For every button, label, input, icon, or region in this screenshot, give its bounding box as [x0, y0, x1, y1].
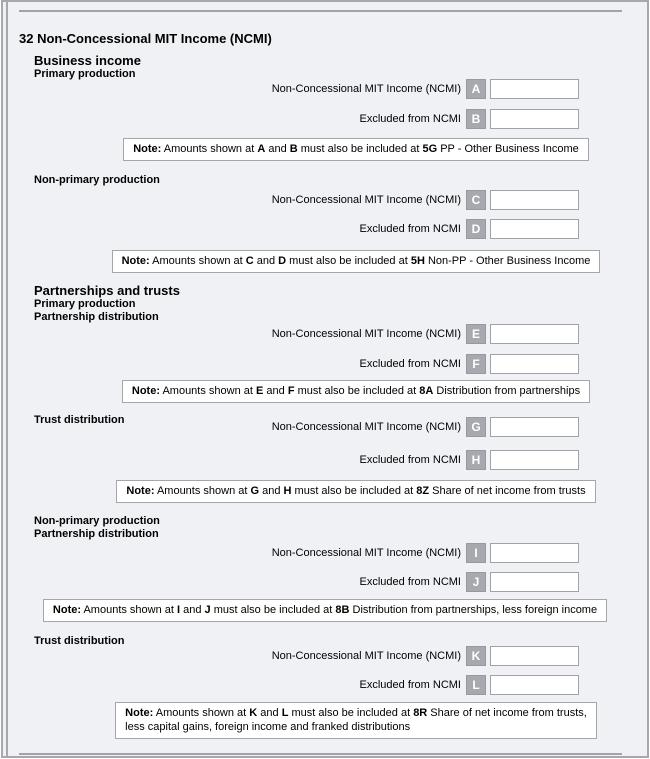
note-text: Amounts shown at: [154, 485, 251, 497]
ncmi-c-input[interactable]: [490, 190, 579, 210]
note-text: A: [257, 143, 266, 155]
badge-j: J: [466, 572, 486, 592]
note-text: J: [204, 604, 211, 616]
row-excluded-j: [3, 572, 579, 592]
field-label: Excluded from NCMI: [359, 576, 461, 588]
note-text: less capital gains, foreign income and franked distributions: [125, 721, 411, 733]
excluded-ncmi-d-input[interactable]: [490, 219, 579, 239]
note-text: Amounts shown at: [160, 385, 256, 397]
ncmi-a-input[interactable]: [490, 79, 579, 99]
note-box-cd: [112, 250, 601, 273]
note-row-ij: [3, 599, 647, 622]
note-text: and: [180, 604, 205, 616]
note-text: K: [249, 707, 258, 719]
note-text: Distribution from partnerships, less foreign income: [349, 604, 598, 616]
note-text: D: [278, 255, 287, 267]
note-text: and: [263, 385, 288, 397]
excluded-ncmi-j-input[interactable]: [490, 572, 579, 592]
badge-k: K: [466, 646, 486, 666]
note-text: must also be included at: [294, 385, 420, 397]
page-title: 32 Non-Concessional MIT Income (NCMI): [19, 31, 272, 46]
note-text: Distribution from partnerships: [433, 385, 581, 397]
bottom-divider: [19, 753, 622, 755]
note-text: PP - Other Business Income: [437, 143, 579, 155]
section-heading-business-income: Business income: [34, 53, 141, 68]
top-divider: [19, 10, 622, 12]
note-text: 8Z: [416, 485, 430, 497]
row-excluded-l: [3, 675, 579, 695]
badge-g: G: [466, 417, 486, 437]
row-ncmi-g: [3, 417, 579, 437]
field-label: Non-Concessional MIT Income (NCMI): [271, 547, 461, 559]
subheading-trust-distribution-2: Trust distribution: [34, 635, 125, 647]
note-text: Amounts shown at: [153, 707, 250, 719]
note-text: must also be included at: [286, 255, 411, 267]
ncmi-k-input[interactable]: [490, 646, 579, 666]
note-text: Share of net income from trusts: [429, 485, 586, 497]
note-box-gh: [116, 480, 595, 503]
excluded-ncmi-l-input[interactable]: [490, 675, 579, 695]
note-text: 8B: [335, 604, 350, 616]
note-text: B: [289, 143, 298, 155]
note-text: Note:: [131, 385, 160, 397]
note-text: Amounts shown at: [149, 255, 246, 267]
excluded-ncmi-b-input[interactable]: [490, 109, 579, 129]
row-ncmi-k: [3, 646, 579, 666]
note-box-kl: [115, 702, 597, 739]
note-text: Note:: [133, 143, 162, 155]
note-text: and: [265, 143, 290, 155]
section-heading-partnerships-trusts: Partnerships and trusts: [34, 283, 180, 298]
ncmi-e-input[interactable]: [490, 324, 579, 344]
subheading-partnership-distribution-2: Partnership distribution: [34, 528, 159, 540]
note-box-ef: [122, 380, 590, 403]
note-text: and: [257, 707, 282, 719]
field-label: Non-Concessional MIT Income (NCMI): [271, 328, 461, 340]
note-text: Note:: [121, 255, 150, 267]
subheading-primary-production: Primary production: [34, 68, 136, 80]
note-text: must also be included at: [210, 604, 336, 616]
note-text: G: [250, 485, 260, 497]
badge-f: F: [466, 354, 486, 374]
note-text: Note:: [125, 707, 154, 719]
form-panel: [1, 0, 649, 758]
field-label: Excluded from NCMI: [359, 454, 461, 466]
note-text: E: [256, 385, 264, 397]
note-text: Share of net income from trusts,: [427, 707, 587, 719]
note-row-ef: [3, 380, 647, 403]
badge-d: D: [466, 219, 486, 239]
badge-b: B: [466, 109, 486, 129]
subheading-non-primary-production: Non-primary production: [34, 174, 160, 186]
row-excluded-f: [3, 354, 579, 374]
note-text: Non-PP - Other Business Income: [424, 255, 591, 267]
note-text: Note:: [126, 485, 155, 497]
ncmi-g-input[interactable]: [490, 417, 579, 437]
excluded-ncmi-h-input[interactable]: [490, 450, 579, 470]
note-text: must also be included at: [291, 485, 417, 497]
note-row-ab: [3, 138, 647, 161]
note-text: 8R: [413, 707, 428, 719]
row-excluded-h: [3, 450, 579, 470]
note-text: H: [283, 485, 292, 497]
badge-a: A: [466, 79, 486, 99]
note-row-gh: [3, 480, 647, 503]
row-ncmi-e: [3, 324, 579, 344]
field-label: Non-Concessional MIT Income (NCMI): [271, 194, 461, 206]
note-text: I: [177, 604, 181, 616]
note-text: and: [253, 255, 279, 267]
note-row-cd: [3, 250, 647, 273]
note-text: Note:: [52, 604, 82, 616]
field-label: Non-Concessional MIT Income (NCMI): [271, 83, 461, 95]
row-ncmi-c: [3, 190, 579, 210]
note-text: and: [259, 485, 284, 497]
badge-h: H: [466, 450, 486, 470]
ncmi-i-input[interactable]: [490, 543, 579, 563]
subheading-trust-distribution: Trust distribution: [34, 414, 125, 426]
subheading-partnership-distribution: Partnership distribution: [34, 311, 159, 323]
excluded-ncmi-f-input[interactable]: [490, 354, 579, 374]
subheading-primary-production-2: Primary production: [34, 298, 136, 310]
row-excluded-b: [3, 109, 579, 129]
row-ncmi-i: [3, 543, 579, 563]
row-ncmi-a: [3, 79, 579, 99]
badge-e: E: [466, 324, 486, 344]
field-label: Excluded from NCMI: [359, 223, 461, 235]
field-label: Excluded from NCMI: [359, 358, 461, 370]
field-label: Non-Concessional MIT Income (NCMI): [271, 421, 461, 433]
note-box-ij: [43, 599, 607, 622]
note-text: must also be included at: [288, 707, 414, 719]
row-excluded-d: [3, 219, 579, 239]
note-text: Amounts shown at: [161, 143, 258, 155]
field-label: Excluded from NCMI: [359, 113, 461, 125]
note-text: C: [245, 255, 254, 267]
note-row-kl: [3, 702, 647, 739]
badge-i: I: [466, 543, 486, 563]
note-text: must also be included at: [297, 143, 423, 155]
note-text: F: [287, 385, 295, 397]
note-text: Amounts shown at: [81, 604, 178, 616]
note-text: 5G: [422, 143, 438, 155]
note-text: L: [281, 707, 289, 719]
note-box-ab: [123, 138, 589, 161]
field-label: Non-Concessional MIT Income (NCMI): [271, 650, 461, 662]
field-label: Excluded from NCMI: [359, 679, 461, 691]
badge-l: L: [466, 675, 486, 695]
note-text: 5H: [410, 255, 425, 267]
badge-c: C: [466, 190, 486, 210]
note-text: 8A: [419, 385, 434, 397]
subheading-non-primary-production-2: Non-primary production: [34, 515, 160, 527]
